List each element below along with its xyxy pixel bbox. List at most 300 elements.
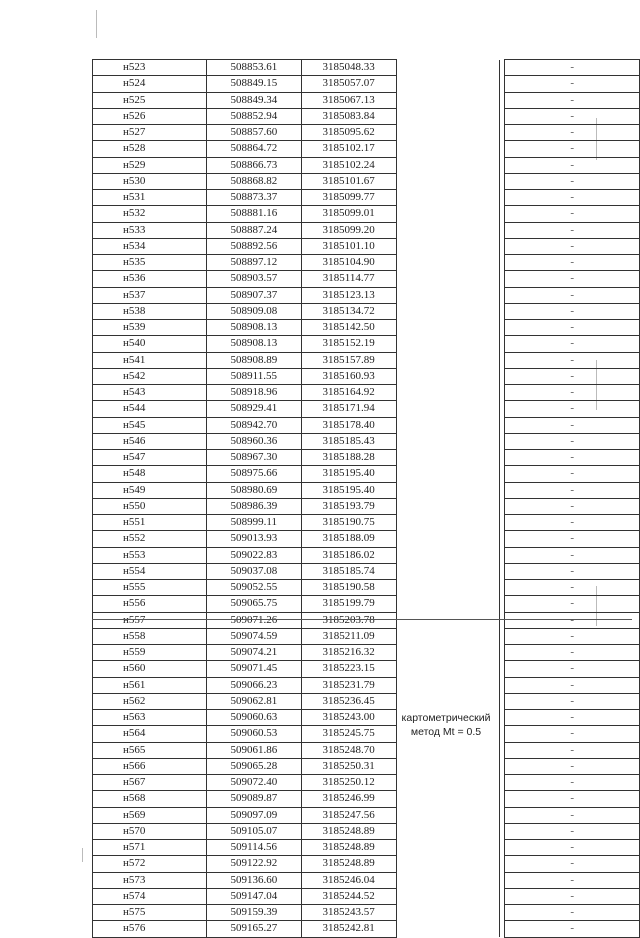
table-row	[93, 401, 640, 417]
point-cell	[93, 612, 207, 628]
table-row	[93, 823, 640, 839]
accuracy-cell: -	[505, 206, 640, 222]
table-row	[93, 271, 640, 287]
point-cell: н554	[93, 563, 207, 579]
y-coordinate-cell: 3185223.15	[301, 661, 396, 677]
x-coordinate-cell: 508908.13	[207, 336, 302, 352]
point-cell: н553	[93, 547, 207, 563]
accuracy-cell: -	[505, 580, 640, 596]
method-cell	[396, 515, 499, 531]
y-coordinate-cell: 3185099.01	[301, 206, 396, 222]
table-row	[93, 173, 640, 189]
table-row	[93, 872, 640, 888]
y-coordinate-cell: 3185164.92	[301, 385, 396, 401]
point-cell: н526	[93, 108, 207, 124]
table-row	[93, 76, 640, 92]
y-coordinate-cell: 3185199.79	[301, 596, 396, 612]
y-coordinate-cell: 3185134.72	[301, 303, 396, 319]
accuracy-cell: -	[505, 385, 640, 401]
table-row	[93, 450, 640, 466]
method-cell	[396, 173, 499, 189]
accuracy-cell: -	[505, 173, 640, 189]
method-cell	[396, 336, 499, 352]
method-cell	[396, 141, 499, 157]
point-cell: н575	[93, 905, 207, 921]
method-cell	[396, 76, 499, 92]
y-coordinate-cell: 3185185.43	[301, 433, 396, 449]
accuracy-cell: -	[505, 742, 640, 758]
x-coordinate-cell	[207, 612, 302, 628]
x-coordinate-cell: 509097.09	[207, 807, 302, 823]
point-cell: н538	[93, 303, 207, 319]
point-cell: н543	[93, 385, 207, 401]
x-coordinate-cell: 508852.94	[207, 108, 302, 124]
x-coordinate-cell: 509065.75	[207, 596, 302, 612]
method-cell	[396, 60, 499, 76]
method-cell	[396, 661, 499, 677]
point-cell: н564	[93, 726, 207, 742]
table-row	[93, 563, 640, 579]
accuracy-cell: -	[505, 401, 640, 417]
table-row	[93, 791, 640, 807]
accuracy-cell: -	[505, 60, 640, 76]
method-cell	[396, 368, 499, 384]
method-cell	[396, 271, 499, 287]
accuracy-cell: -	[505, 287, 640, 303]
y-coordinate-cell: 3185188.09	[301, 531, 396, 547]
table-row	[93, 157, 640, 173]
table-row	[93, 190, 640, 206]
x-coordinate-cell: 508986.39	[207, 498, 302, 514]
x-coordinate-cell: 509089.87	[207, 791, 302, 807]
point-cell: н529	[93, 157, 207, 173]
table-row	[93, 303, 640, 319]
method-cell	[396, 596, 499, 612]
method-cell	[396, 840, 499, 856]
method-cell	[396, 563, 499, 579]
point-cell: н569	[93, 807, 207, 823]
accuracy-cell: -	[505, 628, 640, 644]
accuracy-cell: -	[505, 726, 640, 742]
accuracy-cell	[505, 612, 640, 628]
y-coordinate-cell: 3185248.89	[301, 823, 396, 839]
y-coordinate-cell: 3185248.70	[301, 742, 396, 758]
point-cell: н528	[93, 141, 207, 157]
accuracy-cell: -	[505, 450, 640, 466]
point-cell: н567	[93, 775, 207, 791]
method-cell	[396, 157, 499, 173]
accuracy-cell: -	[505, 872, 640, 888]
y-coordinate-cell: 3185102.17	[301, 141, 396, 157]
y-coordinate-cell: 3185243.57	[301, 905, 396, 921]
table-row	[93, 255, 640, 271]
point-cell: н545	[93, 417, 207, 433]
table-row	[93, 466, 640, 482]
point-cell: н562	[93, 693, 207, 709]
y-coordinate-cell: 3185142.50	[301, 320, 396, 336]
point-cell: н536	[93, 271, 207, 287]
x-coordinate-cell: 509074.21	[207, 645, 302, 661]
point-cell: н559	[93, 645, 207, 661]
scan-artifact-mark	[82, 848, 83, 862]
accuracy-cell: -	[505, 92, 640, 108]
table-row	[93, 141, 640, 157]
x-coordinate-cell: 508866.73	[207, 157, 302, 173]
accuracy-cell: -	[505, 905, 640, 921]
point-cell: н563	[93, 710, 207, 726]
table-row	[93, 287, 640, 303]
method-cell	[396, 872, 499, 888]
y-coordinate-cell: 3185186.02	[301, 547, 396, 563]
point-cell: н525	[93, 92, 207, 108]
method-cell	[396, 921, 499, 937]
y-coordinate-cell: 3185250.31	[301, 758, 396, 774]
point-cell: н565	[93, 742, 207, 758]
accuracy-cell: -	[505, 238, 640, 254]
point-cell: н566	[93, 758, 207, 774]
method-cell	[396, 791, 499, 807]
accuracy-cell: -	[505, 596, 640, 612]
x-coordinate-cell: 508887.24	[207, 222, 302, 238]
method-note-line2: метод Mt = 0.5	[410, 726, 482, 738]
x-coordinate-cell: 509114.56	[207, 840, 302, 856]
point-cell: н540	[93, 336, 207, 352]
y-coordinate-cell: 3185152.19	[301, 336, 396, 352]
method-cell	[396, 108, 499, 124]
x-coordinate-cell: 508980.69	[207, 482, 302, 498]
accuracy-cell: -	[505, 157, 640, 173]
method-cell	[396, 677, 499, 693]
point-cell: н550	[93, 498, 207, 514]
accuracy-cell: -	[505, 368, 640, 384]
accuracy-cell: -	[505, 222, 640, 238]
accuracy-cell: -	[505, 271, 640, 287]
x-coordinate-cell: 509122.92	[207, 856, 302, 872]
method-cell	[396, 222, 499, 238]
x-coordinate-cell: 509165.27	[207, 921, 302, 937]
table-row	[93, 596, 640, 612]
accuracy-cell: -	[505, 775, 640, 791]
x-coordinate-cell: 508911.55	[207, 368, 302, 384]
point-cell: н537	[93, 287, 207, 303]
y-coordinate-cell: 3185245.75	[301, 726, 396, 742]
table-row	[93, 206, 640, 222]
accuracy-cell: -	[505, 125, 640, 141]
table-row	[93, 840, 640, 856]
point-cell: н555	[93, 580, 207, 596]
y-coordinate-cell: 3185104.90	[301, 255, 396, 271]
method-cell	[396, 645, 499, 661]
point-cell: н558	[93, 628, 207, 644]
accuracy-cell: -	[505, 758, 640, 774]
y-coordinate-cell: 3185067.13	[301, 92, 396, 108]
point-cell: н561	[93, 677, 207, 693]
point-cell: н571	[93, 840, 207, 856]
accuracy-cell: -	[505, 856, 640, 872]
table-row	[93, 710, 640, 726]
accuracy-cell: -	[505, 661, 640, 677]
point-cell: н532	[93, 206, 207, 222]
table-row	[93, 775, 640, 791]
y-coordinate-cell: 3185114.77	[301, 271, 396, 287]
point-cell: н535	[93, 255, 207, 271]
point-cell: н533	[93, 222, 207, 238]
y-coordinate-cell: 3185246.99	[301, 791, 396, 807]
y-coordinate-cell: 3185216.32	[301, 645, 396, 661]
scan-artifact-mark	[96, 10, 97, 38]
y-coordinate-cell: 3185102.24	[301, 157, 396, 173]
method-cell	[396, 888, 499, 904]
accuracy-cell: -	[505, 563, 640, 579]
x-coordinate-cell: 508929.41	[207, 401, 302, 417]
table-row	[93, 742, 640, 758]
method-note-line1: картометрический	[401, 712, 491, 724]
y-coordinate-cell: 3185101.67	[301, 173, 396, 189]
point-cell: н541	[93, 352, 207, 368]
point-cell: н574	[93, 888, 207, 904]
x-coordinate-cell: 508903.57	[207, 271, 302, 287]
point-cell: н570	[93, 823, 207, 839]
x-coordinate-cell: 508881.16	[207, 206, 302, 222]
y-coordinate-cell: 3185160.93	[301, 368, 396, 384]
y-coordinate-cell: 3185190.75	[301, 515, 396, 531]
x-coordinate-cell: 508967.30	[207, 450, 302, 466]
method-note	[386, 711, 506, 739]
method-cell	[396, 693, 499, 709]
x-coordinate-cell: 509072.40	[207, 775, 302, 791]
y-coordinate-cell: 3185095.62	[301, 125, 396, 141]
y-coordinate-cell: 3185193.79	[301, 498, 396, 514]
accuracy-cell: -	[505, 320, 640, 336]
table-row	[93, 531, 640, 547]
x-coordinate-cell: 508849.15	[207, 76, 302, 92]
y-coordinate-cell: 3185195.40	[301, 466, 396, 482]
table-row	[93, 856, 640, 872]
x-coordinate-cell: 509022.83	[207, 547, 302, 563]
accuracy-cell: -	[505, 921, 640, 937]
table-row	[93, 433, 640, 449]
x-coordinate-cell: 508942.70	[207, 417, 302, 433]
accuracy-cell: -	[505, 645, 640, 661]
accuracy-cell: -	[505, 710, 640, 726]
x-coordinate-cell: 509066.23	[207, 677, 302, 693]
x-coordinate-cell: 508975.66	[207, 466, 302, 482]
accuracy-cell: -	[505, 352, 640, 368]
table-row	[93, 320, 640, 336]
table-row	[93, 693, 640, 709]
accuracy-cell: -	[505, 466, 640, 482]
point-cell: н530	[93, 173, 207, 189]
table-row	[93, 645, 640, 661]
x-coordinate-cell: 509052.55	[207, 580, 302, 596]
point-cell: н523	[93, 60, 207, 76]
point-cell: н546	[93, 433, 207, 449]
table-row	[93, 905, 640, 921]
table-row	[93, 336, 640, 352]
x-coordinate-cell: 508907.37	[207, 287, 302, 303]
y-coordinate-cell: 3185190.58	[301, 580, 396, 596]
x-coordinate-cell: 509061.86	[207, 742, 302, 758]
accuracy-cell: -	[505, 807, 640, 823]
table-row	[93, 222, 640, 238]
accuracy-cell: -	[505, 791, 640, 807]
method-cell	[396, 320, 499, 336]
y-coordinate-cell: 3185188.28	[301, 450, 396, 466]
accuracy-cell: -	[505, 433, 640, 449]
y-coordinate-cell: 3185244.52	[301, 888, 396, 904]
table-row	[93, 368, 640, 384]
method-cell	[396, 807, 499, 823]
table-row	[93, 726, 640, 742]
table-row	[93, 60, 640, 76]
method-cell	[396, 385, 499, 401]
table-row	[93, 238, 640, 254]
point-cell: н548	[93, 466, 207, 482]
point-cell: н573	[93, 872, 207, 888]
table-row	[93, 580, 640, 596]
method-cell	[396, 856, 499, 872]
point-cell: н534	[93, 238, 207, 254]
x-coordinate-cell: 508897.12	[207, 255, 302, 271]
y-coordinate-cell: 3185099.77	[301, 190, 396, 206]
y-coordinate-cell: 3185211.09	[301, 628, 396, 644]
accuracy-cell: -	[505, 888, 640, 904]
method-cell	[396, 580, 499, 596]
x-coordinate-cell: 509060.63	[207, 710, 302, 726]
method-cell	[396, 482, 499, 498]
method-cell	[396, 450, 499, 466]
point-cell: н542	[93, 368, 207, 384]
x-coordinate-cell: 509071.45	[207, 661, 302, 677]
x-coordinate-cell: 508892.56	[207, 238, 302, 254]
accuracy-cell: -	[505, 840, 640, 856]
table-row	[93, 547, 640, 563]
y-coordinate-cell: 3185242.81	[301, 921, 396, 937]
table-row	[93, 108, 640, 124]
table-row	[93, 807, 640, 823]
method-cell	[396, 352, 499, 368]
method-cell	[396, 823, 499, 839]
x-coordinate-cell: 508908.13	[207, 320, 302, 336]
y-coordinate-cell: 3185083.84	[301, 108, 396, 124]
point-cell: н524	[93, 76, 207, 92]
point-cell: н549	[93, 482, 207, 498]
method-cell	[396, 628, 499, 644]
accuracy-cell: -	[505, 141, 640, 157]
method-cell	[396, 905, 499, 921]
method-cell	[396, 92, 499, 108]
method-cell	[396, 238, 499, 254]
y-coordinate-cell: 3185248.89	[301, 840, 396, 856]
x-coordinate-cell: 508849.34	[207, 92, 302, 108]
method-cell	[396, 612, 499, 628]
accuracy-cell: -	[505, 108, 640, 124]
method-cell	[396, 125, 499, 141]
y-coordinate-cell: 3185057.07	[301, 76, 396, 92]
method-cell	[396, 758, 499, 774]
x-coordinate-cell: 509037.08	[207, 563, 302, 579]
x-coordinate-cell: 509065.28	[207, 758, 302, 774]
y-coordinate-cell: 3185231.79	[301, 677, 396, 693]
y-coordinate-cell: 3185195.40	[301, 482, 396, 498]
table-row	[93, 677, 640, 693]
x-coordinate-cell: 508864.72	[207, 141, 302, 157]
table-row	[93, 417, 640, 433]
point-cell: н572	[93, 856, 207, 872]
y-coordinate-cell: 3185101.10	[301, 238, 396, 254]
point-cell: н560	[93, 661, 207, 677]
accuracy-cell: -	[505, 190, 640, 206]
table-cross-line	[92, 619, 632, 620]
point-cell: н547	[93, 450, 207, 466]
method-cell	[396, 255, 499, 271]
point-cell: н576	[93, 921, 207, 937]
y-coordinate-cell	[301, 612, 396, 628]
y-coordinate-cell: 3185123.13	[301, 287, 396, 303]
table-row	[93, 628, 640, 644]
y-coordinate-cell: 3185185.74	[301, 563, 396, 579]
x-coordinate-cell: 509074.59	[207, 628, 302, 644]
y-coordinate-cell: 3185157.89	[301, 352, 396, 368]
method-cell	[396, 466, 499, 482]
method-cell	[396, 401, 499, 417]
x-coordinate-cell: 509105.07	[207, 823, 302, 839]
point-cell: н531	[93, 190, 207, 206]
y-coordinate-cell: 3185099.20	[301, 222, 396, 238]
accuracy-cell: -	[505, 336, 640, 352]
method-cell	[396, 190, 499, 206]
accuracy-cell: -	[505, 823, 640, 839]
y-coordinate-cell: 3185247.56	[301, 807, 396, 823]
accuracy-cell: -	[505, 417, 640, 433]
accuracy-cell: -	[505, 76, 640, 92]
x-coordinate-cell: 509159.39	[207, 905, 302, 921]
point-cell: н552	[93, 531, 207, 547]
table-row	[93, 515, 640, 531]
method-cell	[396, 303, 499, 319]
y-coordinate-cell: 3185236.45	[301, 693, 396, 709]
y-coordinate-cell: 3185171.94	[301, 401, 396, 417]
accuracy-cell: -	[505, 547, 640, 563]
accuracy-cell: -	[505, 531, 640, 547]
x-coordinate-cell: 509136.60	[207, 872, 302, 888]
table-row	[93, 385, 640, 401]
y-coordinate-cell: 3185243.00	[301, 710, 396, 726]
method-cell	[396, 206, 499, 222]
y-coordinate-cell: 3185178.40	[301, 417, 396, 433]
x-coordinate-cell: 508918.96	[207, 385, 302, 401]
x-coordinate-cell: 509060.53	[207, 726, 302, 742]
y-coordinate-cell: 3185248.89	[301, 856, 396, 872]
table-row	[93, 482, 640, 498]
x-coordinate-cell: 508857.60	[207, 125, 302, 141]
method-cell	[396, 287, 499, 303]
point-cell: н544	[93, 401, 207, 417]
point-cell: н539	[93, 320, 207, 336]
x-coordinate-cell: 509013.93	[207, 531, 302, 547]
table-row	[93, 352, 640, 368]
method-cell	[396, 531, 499, 547]
point-cell: н551	[93, 515, 207, 531]
point-cell: н556	[93, 596, 207, 612]
accuracy-cell: -	[505, 677, 640, 693]
x-coordinate-cell: 508909.08	[207, 303, 302, 319]
coordinates-table	[92, 59, 640, 938]
x-coordinate-cell: 508960.36	[207, 433, 302, 449]
table-row	[93, 888, 640, 904]
method-cell	[396, 775, 499, 791]
point-cell: н527	[93, 125, 207, 141]
